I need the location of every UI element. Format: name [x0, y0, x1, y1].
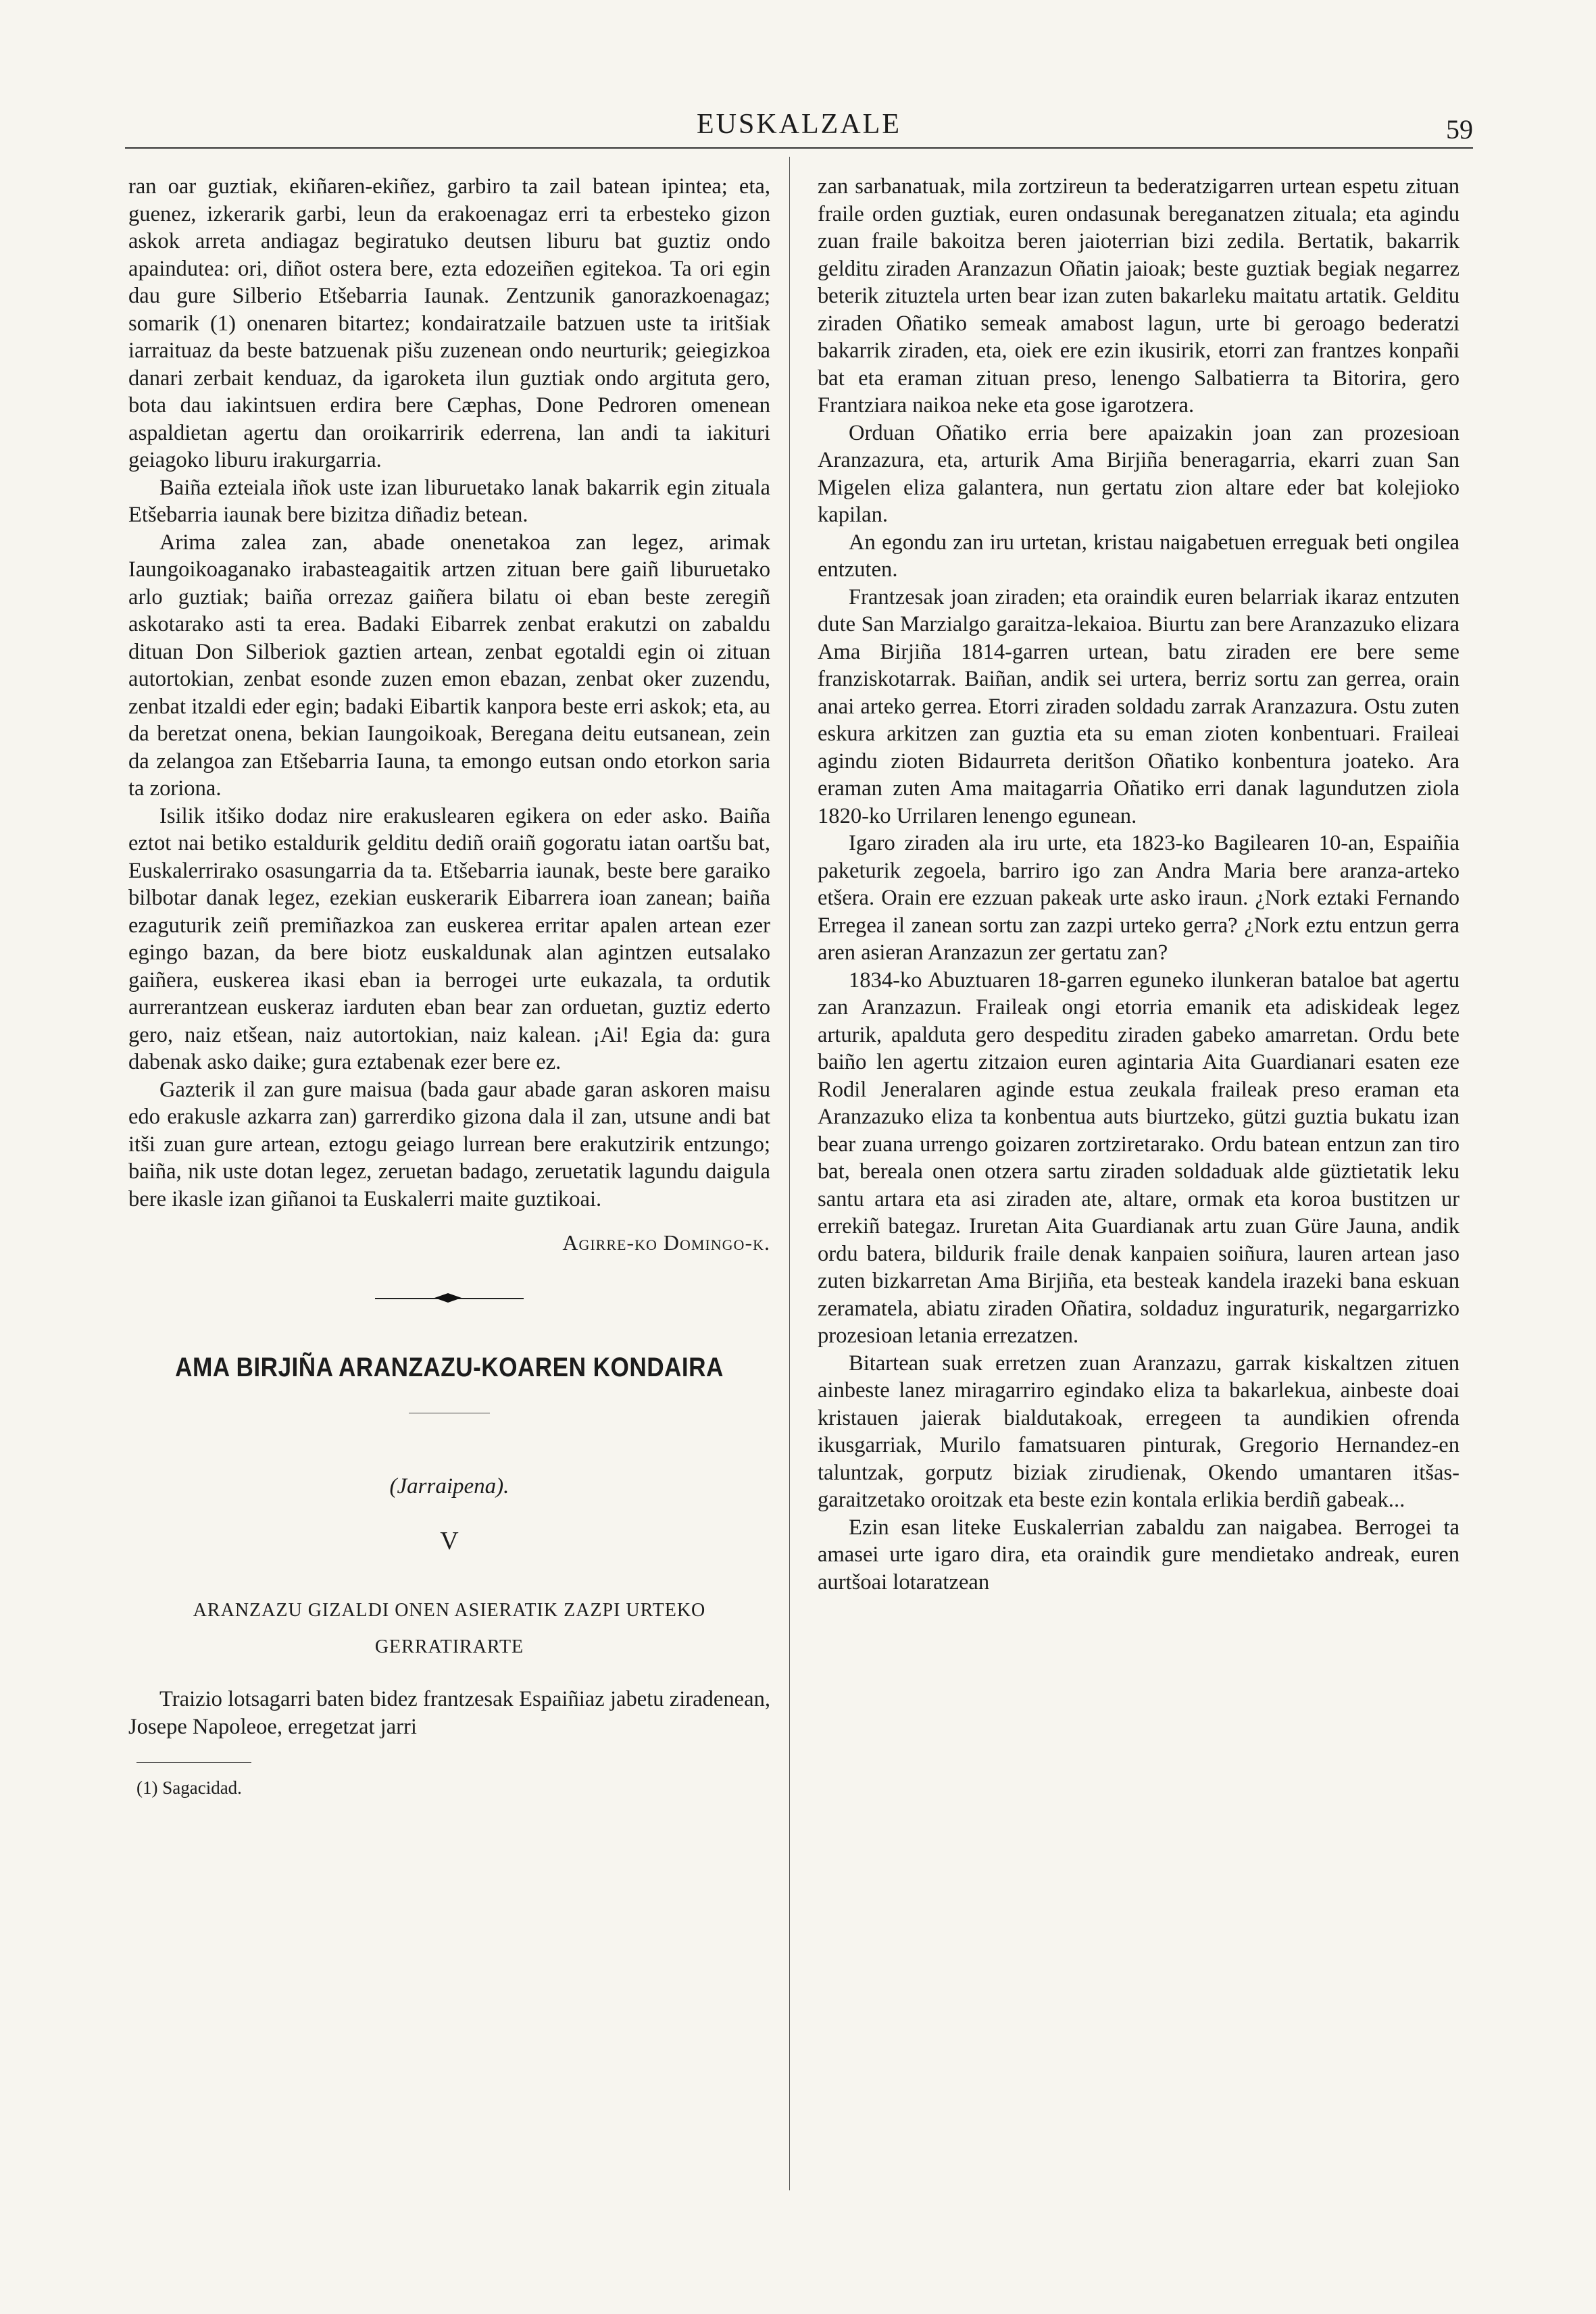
paragraph: Frantzesak joan ziraden; eta oraindik euren belarriak ikaraz entzuten dute San Marzialgo garaitza-lekaioa. Biurtu zan bere Aranzazuko elizara Ama Birjiña 1814-garren urtean, batu ziraden ere bere seme franziskotarrak. Baiñan, andik sei urtera, berriz sortu zan gerrea, orain anai arteko gerrea. Etorri ziraden soldadu zarrak Aranzazura. Ostu zuten eskura arkitzen zan guztia eta su eman zioten konbentuari. Fraileai agindu zioten Bidaurreta deritšon Oñatiko konbentura joateko. Ara eraman zuten Ama maitagarria Oñatiko erri danak lagundutzen ziola 1820-ko Urrilaren lenengo egunean.: [818, 584, 1460, 828]
footnote-rule: [136, 1762, 251, 1763]
footnote: (1) Sagacidad.: [136, 1778, 242, 1798]
paragraph: Isilik itšiko dodaz nire erakuslearen egikera on eder asko. Baiña eztot nai betiko estaldurik gelditu dediñ oraiñ gogoratu iatan oartšu bat, Euskalerrirako osasungarria da ta. Etšebarria iaunak, beste bere garaiko bilbotar danak legez, ezekian euskerarik Eibarrera ioan zanean; baiña ezaguturik zeiñ premiñazkoa zan euskerea erritar apalen artean ezer egingo bazan, da bere biotz euskaldunak alan agintzen eutsalako gaiñera, euskerea ikasi eban ia berrogei urte eukazala, ta ordutik aurrerantzean euskeraz iarduten eban bear zan orduetan, guztiz ederto gero, naiz etšean, naiz autortokian, naiz kalean. ¡Ai! Egia da: gura dabenak asko daike; gura eztabenak ezer bere ez.: [128, 803, 770, 1074]
paragraph: 1834-ko Abuztuaren 18-garren eguneko ilunkeran bataloe bat agertu zan Aranzazun. Fraileak ongi etorria emanik eta adiskideak legez arturik, apalduta gero despeditu ziraden gabeko amarretan. Ordu bete baiño len agertu zitzaion euren agintaria Aita Guardianari esaten eze Rodil Jeneralaren aginde estua zeukala fraileak preso eraman eta Aranzazuko eliza ta konbentua auts biurtzeko, gützi guztia bukatu izan bear zuana urrengo goizaren zortziretarako. Ordu batean entzun zan tiro bat, bereala onen otzera sartu ziraden soldaduak alde güztietatik leku santu artara eta asi ziraden ate, altare, ormak eta koroa bustitzen ur errekiñ bategaz. Iruretan Aita Guardianak artu zuan Güre Jauna, andik ordu batera, bildurik fraile denak kanpaien soiñura, lauren artean jaso zuten bizkarretan Ama Birjiña, eta besteak kandela irazeki bana eskuan zeramatela, abiatu ziraden Oñatira, soldaduz inguraturik, negargarrizko prozesioan letania errezatzen.: [818, 967, 1460, 1348]
right-column: [818, 173, 1460, 1596]
paragraph: Gazterik il zan gure maisua (bada gaur abade garan askoren maisu edo erakusle azkarra zan) garrerdiko gizona dala il zan, utsune andi bat itši zuan gure artean, eztogu geiago lurrean bere erakutzirik entzungo; baiña, nik uste dotan legez, zeruetan badago, zeruetatik lagundu daigula bere ikasle izan giñanoi ta Euskalerri maite guztikoai.: [128, 1077, 770, 1211]
continued-label: (Jarraipena).: [389, 1474, 509, 1499]
author-signature: Agirre-ko Domingo-k.: [562, 1230, 770, 1255]
paragraph: Arima zalea zan, abade onenetakoa zan legez, arimak Iaungoikoaganako irabasteagaitik artzen zituan bere gaiñ liburuetako arlo guztiak; baiña orrezaz gaiñera bilatu oi eban beste zeregiñ askotarako asti ta erea. Badaki Eibarrek zenbat erakutzi on zabaldu dituan Don Silberiok gaztien artean, zenbat egotaldi egin oi zituan autortokian, zenbat esonde zuzen emon ebazan, zenbat oker zuzendu, zenbat itzaldi eder egin; badaki Eibartik kanpora beste erri askok; eta, au da beretzat onena, bekian Iaungoikoak, Beregana deitu eutsanean, zein da zelangoa zan Etšebarria Iauna, ta emongo eutsan ondo etorkon saria ta zoriona.: [128, 530, 770, 801]
paragraph: Baiña ezteiala iñok uste izan liburuetako lanak bakarrik egin zituala Etšebarria iaunak bere bizitza diñadiz betean.: [128, 475, 770, 527]
running-title: EUSKALZALE: [697, 109, 901, 140]
paragraph: Ezin esan liteke Euskalerrian zabaldu zan naigabea. Berrogei ta amasei urte igaro dira, eta oraindik gure mendietako andreak, euren aurtšoai lotaratzean: [818, 1515, 1460, 1594]
paragraph: ran oar guztiak, ekiñaren-ekiñez, garbiro ta zail batean ipintea; eta, guenez, izkerarik garbi, leun da erakoenagaz erri ta erbesteko gizon askok arreta andiagaz begiratuko deutsen liburu bat guztiz ondo apaindutea: ori, diñot ostera bere, ezta edozeiñen egitekoa. Ta ori egin dau gure Silberio Etšebarria Iaunak. Zentzunik ganorazkoenagaz; somarik (1) onenaren bitartez; kondairatzaile batzuen uste ta iritšiak iarraituaz da beste batzuenak pišu zuzenean ondo neurturik; geiegizkoa danari zerbait kenduaz, da igaroketa ilun guztiak ondo argituta gero, bota dau iakintsuen erdira bere Cæphas, Done Pedroren omenean aspaldietan agertu dan oroikarririk ederrena, lan andi ta iakituri geiagoko liburu irakurgarria.: [128, 174, 770, 472]
article-title: AMA BIRJIÑA ARANZAZU-KOAREN KONDAIRA: [175, 1353, 724, 1382]
ornament-diamond: [434, 1293, 462, 1303]
page-number: 59: [1446, 114, 1473, 145]
paragraph: Orduan Oñatiko erria bere apaizakin joan zan prozesioan Aranzazura, eta, arturik Ama Birjiña beneragarria, ekarri zuan San Migelen eliza galantera, nun gertatu zion altare eder bat kolejioko kapilan.: [818, 420, 1460, 527]
paragraph: Igaro ziraden ala iru urte, eta 1823-ko Bagilearen 10-an, Espaiñia paketurik zegoela, barriro igo zan Andra Maria bere aranza-arteko etšera. Orain ere ezzuan pakeak urte asko iraun. ¿Nork eztaki Fernando Erregea il zanean sortu zan zazpi urteko gerra? ¿Nork eztu entzun gerra aren asieran Aranzazun zer gertatu zan?: [818, 831, 1460, 965]
column-divider: [789, 157, 790, 2190]
paragraph: Bitartean suak erretzen zuan Aranzazu, garrak kiskaltzen zituen ainbeste lanez miragarriro egindako eliza ta bakarlekua, ainbeste doai kristauen jaierak bialdutakoak, erregeen ta aundikien ofrenda ikusgarriak, Murilo famatsuaren pinturak, Gregorio Hernandez-en taluntzak, gorputz biziak zirudienak, Okendo umantaren itšas-garaitzetako oroitzak eta beste ezin kontala erlikia berdiñ gabeak...: [818, 1351, 1460, 1512]
chapter-title-line: ARANZAZU GIZALDI ONEN ASIERATIK ZAZPI URTEKO: [193, 1600, 706, 1621]
paragraph: Traizio lotsagarri baten bidez frantzesak Espaiñiaz jabetu ziradenean, Josepe Napoleoe, erregetzat jarri: [128, 1687, 770, 1739]
paragraph: An egondu zan iru urtetan, kristau naigabetuen erreguak beti ongilea entzuten.: [818, 530, 1460, 582]
header-rule: [125, 147, 1473, 149]
paragraph: zan sarbanatuak, mila zortzireun ta bederatzigarren urtean espetu zituan fraile orden guztiak, euren ondasunak bereganatzen zituala; eta agindu zuan fraile bakoitza beren jaioterrian bizi zedila. Bertatik, bakarrik gelditu ziraden Aranzazun Oñatin jaioak; beste guztiak begiak negarrez beterik zituztela urten bear izan zuten bakarleku maitatu artatik. Gelditu ziraden Oñatiko semeak amabost lagun, urte bi geroago bederatzi bakarrik ziraden, eta, oiek ere ezin ikusirik, etorri zan frantzes konpañi bat eta eraman zituan preso, lenengo Salbatierra ta Bitorira, gero Frantziara naikoa neke eta gose igarotzera.: [818, 174, 1460, 418]
chapter-title: [128, 1592, 770, 1665]
left-column: [128, 173, 770, 1799]
chapter-title-line: GERRATIRARTE: [374, 1636, 524, 1657]
chapter-number: V: [440, 1527, 459, 1555]
running-header: [125, 108, 1473, 149]
section-ornament: [375, 1293, 524, 1304]
